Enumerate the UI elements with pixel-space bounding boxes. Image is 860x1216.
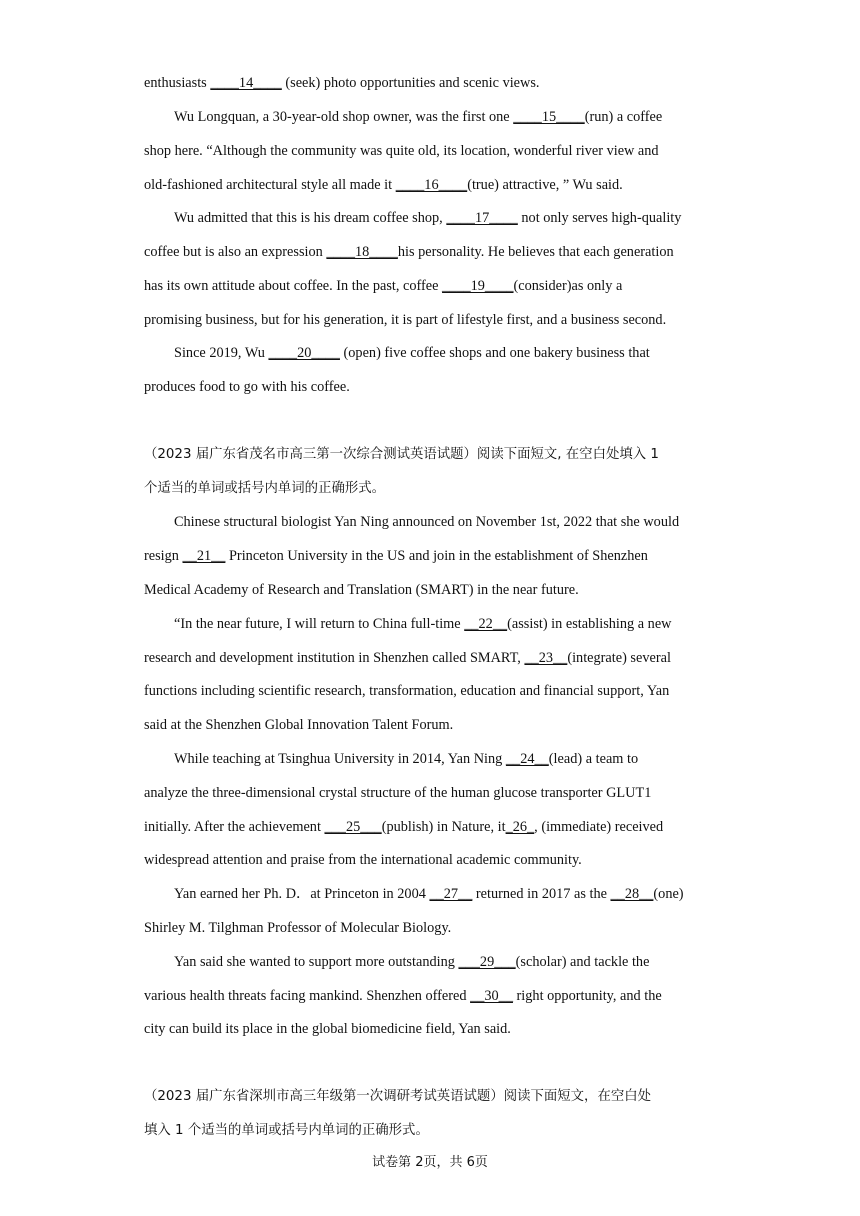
text-segment: Wu admitted that this is his dream coffee shop, xyxy=(174,210,447,226)
text-segment: various health threats facing mankind. Shenzhen offered xyxy=(144,988,471,1004)
text-line xyxy=(144,580,579,600)
text-segment: , (immediate) received xyxy=(534,819,664,835)
section-header xyxy=(144,1087,651,1107)
text-segment: functions including scientific research, transformation, education and financial support, Yan xyxy=(144,683,670,699)
answer-blank: __27__ xyxy=(429,886,473,902)
answer-blank: __21__ xyxy=(182,548,226,564)
text-segment: （2023 届广东省茂名市高三第一次综合测试英语试题）阅读下面短文, 在空白处填入 1 xyxy=(144,447,659,462)
text-segment: While teaching at Tsinghua University in 2014, Yan Ning xyxy=(174,751,506,767)
text-segment: his personality. He believes that each generation xyxy=(397,244,674,260)
text-segment: 填入 1 个适当的单词或括号内单词的正确形式。 xyxy=(144,1123,429,1138)
section-header xyxy=(144,1121,429,1141)
text-segment: Princeton University in the US and join in the establishment of Shenzhen xyxy=(225,548,648,564)
text-line xyxy=(144,648,671,668)
text-segment: Wu Longquan, a 30-year-old shop owner, was the first one xyxy=(174,109,514,125)
answer-blank: ___25___ xyxy=(324,819,382,835)
text-line xyxy=(174,208,681,228)
text-segment: (integrate) several xyxy=(567,650,671,666)
section-header xyxy=(144,445,659,465)
answer-blank: ____19____ xyxy=(442,278,514,294)
text-segment: initially. After the achievement xyxy=(144,819,325,835)
text-segment: 个适当的单词或括号内单词的正确形式。 xyxy=(144,481,386,496)
text-line xyxy=(144,242,674,262)
section-header xyxy=(144,479,385,499)
text-line xyxy=(144,783,651,803)
text-segment: Yan earned her Ph. D．at Princeton in 2004 xyxy=(174,886,430,902)
text-line xyxy=(174,343,650,363)
text-segment: city can build its place in the global biomedicine field, Yan said. xyxy=(144,1021,511,1037)
text-line xyxy=(144,715,453,735)
text-line xyxy=(144,850,582,870)
text-segment: shop here. “Although the community was quite old, its location, wonderful river view and xyxy=(144,143,659,159)
text-segment: resign xyxy=(144,548,183,564)
answer-blank: __22__ xyxy=(464,616,508,632)
text-line xyxy=(174,512,679,532)
text-segment: produces food to go with his coffee. xyxy=(144,379,350,395)
text-line xyxy=(144,817,663,837)
text-segment: (run) a coffee xyxy=(584,109,663,125)
text-line xyxy=(144,377,350,397)
text-segment: Since 2019, Wu xyxy=(174,345,269,361)
text-line xyxy=(144,141,659,161)
text-segment: (one) xyxy=(653,886,684,902)
text-line xyxy=(174,614,672,634)
text-segment: Chinese structural biologist Yan Ning announced on November 1st, 2022 that she would xyxy=(174,514,680,530)
text-segment: not only serves high-quality xyxy=(517,210,682,226)
answer-blank: __23__ xyxy=(524,650,568,666)
text-segment: (open) five coffee shops and one bakery business that xyxy=(339,345,650,361)
text-segment: (true) attractive, ” Wu said. xyxy=(467,177,623,193)
page-footer: 试卷第 2页，共 6页 xyxy=(372,1155,488,1170)
answer-blank: ____18____ xyxy=(326,244,398,260)
text-segment: Shirley M. Tilghman Professor of Molecular Biology. xyxy=(144,920,452,936)
text-segment: coffee but is also an expression xyxy=(144,244,327,260)
text-line xyxy=(144,681,669,701)
answer-blank: ____20____ xyxy=(268,345,340,361)
answer-blank: ____14____ xyxy=(210,75,282,91)
text-line xyxy=(144,1019,511,1039)
answer-blank: ____17____ xyxy=(446,210,518,226)
text-segment: (scholar) and tackle the xyxy=(515,954,650,970)
text-segment: (lead) a team to xyxy=(548,751,639,767)
text-segment: returned in 2017 as the xyxy=(472,886,611,902)
text-segment: right opportunity, and the xyxy=(512,988,662,1004)
text-segment: research and development institution in Shenzhen called SMART, xyxy=(144,650,525,666)
answer-blank: ___29___ xyxy=(458,954,516,970)
text-segment: has its own attitude about coffee. In the past, coffee xyxy=(144,278,443,294)
text-segment: (seek) photo opportunities and scenic views. xyxy=(281,75,540,91)
text-segment: said at the Shenzhen Global Innovation Talent Forum. xyxy=(144,717,454,733)
text-line xyxy=(144,918,451,938)
text-line xyxy=(144,73,540,93)
text-segment: Yan said she wanted to support more outstanding xyxy=(174,954,459,970)
text-segment: (publish) in Nature, it xyxy=(381,819,506,835)
text-segment: (consider)as only a xyxy=(513,278,623,294)
text-segment: （2023 届广东省深圳市高三年级第一次调研考试英语试题）阅读下面短文，在空白处 xyxy=(144,1089,652,1104)
answer-blank: ____16____ xyxy=(395,177,468,193)
answer-blank: ____15____ xyxy=(513,109,585,125)
answer-blank: __24__ xyxy=(505,751,549,767)
text-segment: widespread attention and praise from the international academic community. xyxy=(144,852,582,868)
text-line xyxy=(144,546,648,566)
text-line xyxy=(174,952,649,972)
text-line xyxy=(174,884,684,904)
text-segment: enthusiasts xyxy=(144,75,211,91)
answer-blank: __28__ xyxy=(610,886,654,902)
text-segment: (assist) in establishing a new xyxy=(507,616,672,632)
text-segment: promising business, but for his generation, it is part of lifestyle first, and a business second. xyxy=(144,312,667,328)
text-line xyxy=(144,276,622,296)
text-segment: old-fashioned architectural style all made it xyxy=(144,177,396,193)
text-line xyxy=(144,986,662,1006)
answer-blank: _26_ xyxy=(505,819,535,835)
text-line xyxy=(174,749,638,769)
text-line xyxy=(174,107,662,127)
text-segment: Medical Academy of Research and Translation (SMART) in the near future. xyxy=(144,582,579,598)
text-line xyxy=(144,175,623,195)
text-segment: analyze the three-dimensional crystal structure of the human glucose transporter GLUT1 xyxy=(144,785,652,801)
text-line xyxy=(144,310,666,330)
answer-blank: __30__ xyxy=(470,988,513,1004)
text-segment: “In the near future, I will return to China full-time xyxy=(174,616,465,632)
